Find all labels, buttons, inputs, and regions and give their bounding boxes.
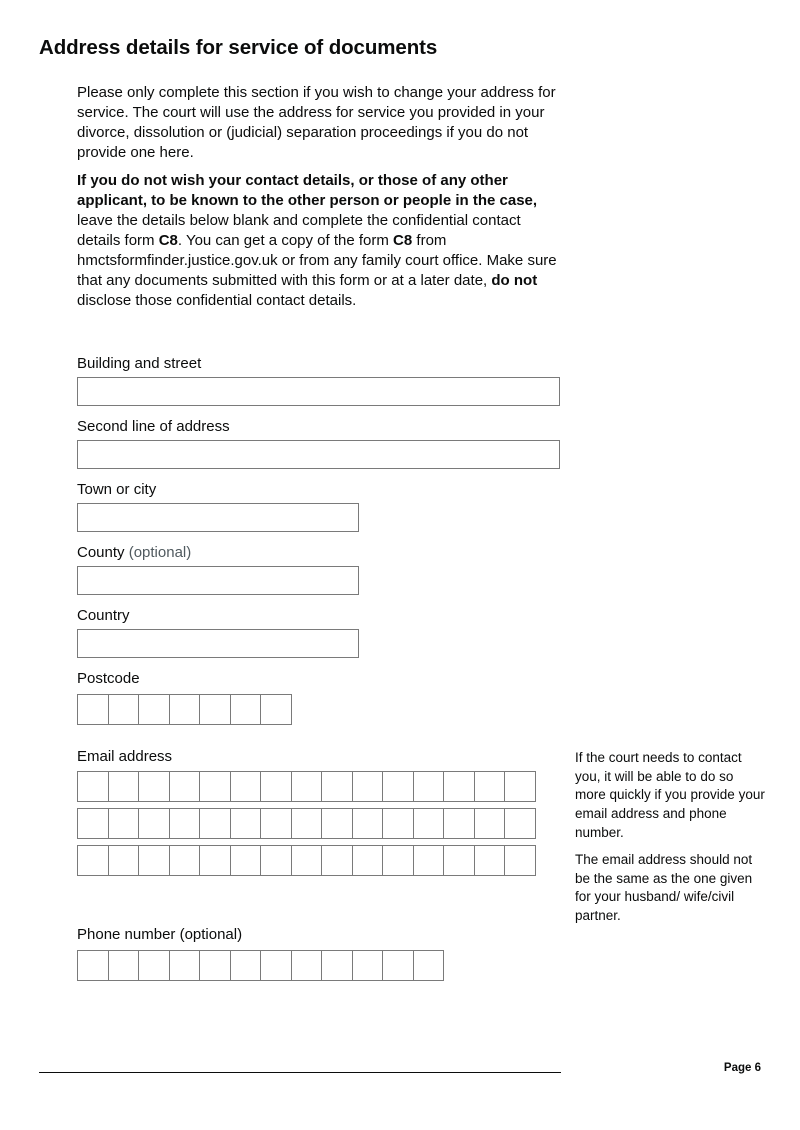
email-char-box[interactable] [139, 845, 170, 876]
email-char-box[interactable] [261, 808, 292, 839]
email-char-box[interactable] [78, 771, 109, 802]
email-char-box[interactable] [383, 845, 414, 876]
phone-char-box[interactable] [170, 950, 201, 981]
email-char-box[interactable] [475, 771, 506, 802]
county-optional-hint: (optional) [128, 544, 192, 561]
phone-label: Phone number (optional) [77, 926, 243, 943]
phone-char-box[interactable] [231, 950, 262, 981]
email-char-box[interactable] [170, 771, 201, 802]
confidential-notice-text-a: leave the details below blank and complete the confidential contact details form [77, 212, 521, 249]
email-char-box[interactable] [109, 808, 140, 839]
email-char-box[interactable] [475, 845, 506, 876]
form-code-c8-second: C8 [393, 232, 413, 249]
email-char-box[interactable] [261, 771, 292, 802]
form-code-c8: C8 [158, 232, 178, 249]
email-char-box[interactable] [322, 771, 353, 802]
email-char-box[interactable] [109, 845, 140, 876]
county-label-text: County [77, 544, 125, 561]
email-boxes-row-2 [77, 808, 536, 839]
confidential-notice-text-c: from hmctsformfinder.justice.gov.uk or from any family court office. Make sure that any documents submitted with this form or at a later date, [77, 232, 557, 289]
email-char-box[interactable] [200, 808, 231, 839]
confidential-notice-bold: If you do not wish your contact details, or those of any other applicant, to be known to the other person or people in the case, [77, 172, 538, 209]
email-char-box[interactable] [353, 845, 384, 876]
email-char-box[interactable] [231, 808, 262, 839]
country-input[interactable] [77, 629, 359, 658]
email-char-box[interactable] [170, 845, 201, 876]
postcode-char-box[interactable] [109, 694, 140, 725]
email-char-box[interactable] [475, 808, 506, 839]
email-boxes-row-3 [77, 845, 536, 876]
town-city-label: Town or city [77, 481, 157, 498]
email-char-box[interactable] [200, 845, 231, 876]
email-char-box[interactable] [414, 771, 445, 802]
second-line-label: Second line of address [77, 418, 230, 435]
footer-rule [39, 1072, 561, 1073]
town-city-input[interactable] [77, 503, 359, 532]
county-input[interactable] [77, 566, 359, 595]
intro-paragraph: Please only complete this section if you wish to change your address for service. The court will use the address for service you provided in your divorce, dissolution or (judicial) separation proceedings if you do not provide one here. [77, 84, 556, 161]
email-char-box[interactable] [292, 845, 323, 876]
phone-char-box[interactable] [383, 950, 414, 981]
phone-char-box[interactable] [78, 950, 109, 981]
email-char-box[interactable] [292, 808, 323, 839]
email-char-box[interactable] [200, 771, 231, 802]
email-boxes-row-1 [77, 771, 536, 802]
email-sidenote: The email address should not be the same as the one given for your husband/ wife/civil partner. [575, 852, 753, 924]
phone-char-box[interactable] [414, 950, 445, 981]
phone-char-box[interactable] [200, 950, 231, 981]
email-char-box[interactable] [139, 808, 170, 839]
email-char-box[interactable] [414, 808, 445, 839]
email-char-box[interactable] [292, 771, 323, 802]
confidential-notice-text-d: disclose those confidential contact details. [77, 292, 357, 309]
country-label: Country [77, 607, 130, 624]
postcode-label: Postcode [77, 670, 140, 687]
email-char-box[interactable] [109, 771, 140, 802]
email-char-box[interactable] [231, 845, 262, 876]
email-char-box[interactable] [505, 845, 536, 876]
phone-char-box[interactable] [261, 950, 292, 981]
email-char-box[interactable] [261, 845, 292, 876]
email-char-box[interactable] [231, 771, 262, 802]
confidential-notice [77, 171, 557, 311]
email-char-box[interactable] [353, 771, 384, 802]
email-char-box[interactable] [78, 808, 109, 839]
email-char-box[interactable] [505, 771, 536, 802]
confidential-notice-text-b: . You can get a copy of the form [177, 232, 394, 249]
phone-boxes [77, 950, 444, 981]
postcode-boxes [77, 694, 292, 725]
postcode-char-box[interactable] [261, 694, 292, 725]
email-char-box[interactable] [383, 771, 414, 802]
email-char-box[interactable] [444, 808, 475, 839]
email-label: Email address [77, 748, 173, 765]
second-line-input[interactable] [77, 440, 560, 469]
email-char-box[interactable] [78, 845, 109, 876]
phone-char-box[interactable] [322, 950, 353, 981]
contact-sidenote: If the court needs to contact you, it will be able to do so more quickly if you provide your email address and phone number. [575, 750, 765, 840]
email-char-box[interactable] [444, 771, 475, 802]
county-label [77, 543, 191, 563]
email-char-box[interactable] [444, 845, 475, 876]
phone-char-box[interactable] [139, 950, 170, 981]
email-char-box[interactable] [170, 808, 201, 839]
postcode-char-box[interactable] [170, 694, 201, 725]
building-street-label: Building and street [77, 355, 202, 372]
postcode-char-box[interactable] [78, 694, 109, 725]
email-char-box[interactable] [505, 808, 536, 839]
do-not-emphasis: do not [491, 272, 538, 289]
email-char-box[interactable] [322, 808, 353, 839]
email-char-box[interactable] [383, 808, 414, 839]
phone-char-box[interactable] [292, 950, 323, 981]
page-title: Address details for service of documents [39, 36, 438, 59]
email-char-box[interactable] [353, 808, 384, 839]
building-street-input[interactable] [77, 377, 560, 406]
postcode-char-box[interactable] [231, 694, 262, 725]
page-number: Page 6 [723, 1062, 761, 1074]
email-char-box[interactable] [414, 845, 445, 876]
email-char-box[interactable] [139, 771, 170, 802]
postcode-char-box[interactable] [200, 694, 231, 725]
phone-char-box[interactable] [109, 950, 140, 981]
phone-char-box[interactable] [353, 950, 384, 981]
email-char-box[interactable] [322, 845, 353, 876]
postcode-char-box[interactable] [139, 694, 170, 725]
